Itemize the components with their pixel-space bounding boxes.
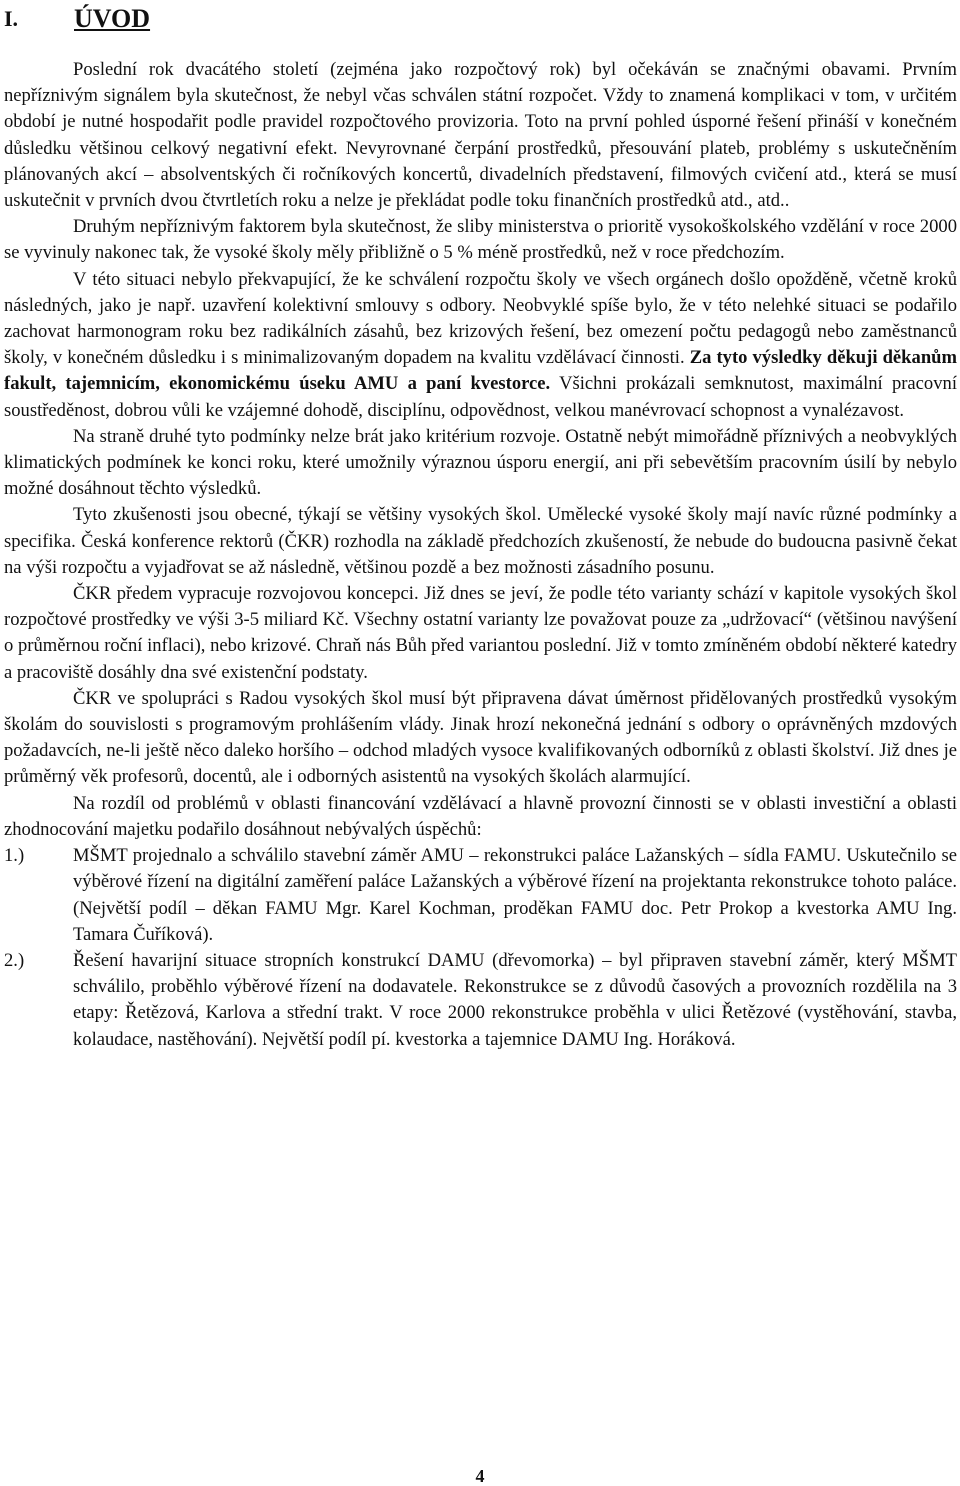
list-item: [4, 843, 957, 948]
paragraph-2: Druhým nepříznivým faktorem byla skutečnost, že sliby ministerstva o prioritě vysokoškolského vzdělání v roce 2000 se vyvinuly nakonec tak, že vysoké školy měly přibližně o 5 % méně prostředků, než v roce předchozím.: [4, 216, 957, 264]
acknowledgement-bold-text: Za tyto výsledky děkuji děkanům fakult, tajemnicím, ekonomickému úseku AMU a paní kvestorce.: [4, 347, 957, 395]
paragraph-3-text-before: V této situaci nebylo překvapující, že ke schválení rozpočtu školy ve všech orgánech došlo opožděně, včetně kroků následných, jako je např. uzavření kolektivní smlouvy s odbory. Neobvyklé spíše bylo, že v této nelehké situaci se podařilo zachovat harmonogram roku bez radikálních zásahů, bez krizových řešení, bez omezení počtu pedagogů nebo zaměstnanců školy, v konečném důsledku i s minimalizovaným dopadem na kvalitu vzdělávací činnosti.: [4, 268, 957, 369]
paragraph-4: Na straně druhé tyto podmínky nelze brát jako kritérium rozvoje. Ostatně nebýt mimořádně příznivých a neobvyklých klimatických podmínek ke konci roku, které umožnily výraznou úsporu energií, ani při sebevětším pracovním úsilí by nebylo možné dosáhnout těchto výsledků.: [4, 425, 957, 500]
paragraph-8: Na rozdíl od problémů v oblasti financování vzdělávací a hlavně provozní činnosti se v oblasti investiční a oblasti zhodnocování majetku podařilo dosáhnout nebývalých úspěchů:: [4, 792, 957, 840]
page-number: 4: [475, 1466, 485, 1486]
list-item-marker: 2.): [4, 949, 25, 971]
chapter-title: ÚVOD: [74, 4, 151, 33]
chapter-number: I.: [4, 6, 19, 31]
list-item-marker: 1.): [4, 845, 25, 867]
paragraph-5: Tyto zkušenosti jsou obecné, týkají se většiny vysokých škol. Umělecké vysoké školy mají navíc různé podmínky a specifika. Česká konference rektorů (ČKR) rozhodla na základě předchozích zkušeností, že nebude do budoucna pasivně čekat na výši rozpočtu a vyjadřovat se až následně, většinou pozdě a bez možnosti zásadního posunu.: [4, 504, 957, 578]
paragraph-6: ČKR předem vypracuje rozvojovou koncepci. Již dnes se jeví, že podle této varianty schází v kapitole vysokých škol rozpočtové prostředky ve výši 3-5 miliard Kč. Všechny ostatní varianty lze považovat pouze za „udržovací“ (většinou navýšení o průměrnou roční inflaci), nebo krizové. Chraň nás Bůh před variantou poslední. Již v tomto zmíněném období některé katedry a pracoviště dosáhly dna své existenční podstaty.: [4, 583, 957, 683]
document-body: [4, 57, 957, 1053]
list-item-text: Řešení havarijní situace stropních konstrukcí DAMU (dřevomorka) – byl připraven stavební záměr, který MŠMT schválilo, proběhlo výběrové řízení na dodavatele. Rekonstrukce se z důvodů časových a provozních rozdělila na 3 etapy: Řetězová, Karlova a střední trakt. V roce 2000 rekonstrukce proběhla v ulici Řetězové (vystěhování, stavba, kolaudace, nastěhování). Největší podíl pí. kvestorka a tajemnice DAMU Ing. Horáková.: [73, 949, 957, 1050]
paragraph-3-text-after: Všichni prokázali semknutost, maximální pracovní soustředěnost, dobrou vůli ke vzájemné dohodě, disciplínu, odpovědnost, velkou manévrovací schopnost a vynalézavost.: [4, 373, 957, 421]
paragraph-7: ČKR ve spolupráci s Radou vysokých škol musí být připravena dávat úměrnost přidělovaných prostředků vysokým školám do souvislosti s programovým prohlášením vlády. Jinak hrozí nekonečná jednání s odbory o oprávněných mzdových požadavcích, ne-li ještě něco daleko horšího – odchod mladých vysoce kvalifikovaných odborníků z oblasti školství. Již dnes je průměrný věk profesorů, docentů, ale i odborných asistentů na vysokých školách alarmující.: [4, 687, 957, 788]
chapter-heading: [4, 2, 150, 36]
paragraph-3: [4, 267, 957, 424]
paragraph-1: Poslední rok dvacátého století (zejména jako rozpočtový rok) byl očekáván se značnými obavami. Prvním nepříznivým signálem byla skutečnost, že nebyl včas schválen státní rozpočet. Vždy to znamená komplikaci v tom, v určitém období je nutné hospodařit podle pravidel rozpočtového provizoria. Toto na první pohled úsporné řešení přináší v konečném důsledku většinou celkový negativní efekt. Nevyrovnané čerpání prostředků, přesouvání plateb, problémy s uskutečněním plánovaných akcí – absolventských či ročníkových koncertů, divadelních představení, filmových cvičení atd., která se musí uskutečnit v prvních dvou čtvrtletích roku a nelze je překládat podle toku finančních prostředků atd., atd..: [4, 59, 957, 212]
list-item-text: MŠMT projednalo a schválilo stavební záměr AMU – rekonstrukci paláce Lažanských – sídla FAMU. Uskutečnilo se výběrové řízení na digitální zaměření paláce Lažanských a výběrové řízení na projektanta rekonstrukce tohoto paláce. (Největší podíl – děkan FAMU Mgr. Karel Kochman, proděkan FAMU doc. Petr Prokop a kvestorka AMU Ing. Tamara Čuříková).: [73, 845, 957, 945]
list-item: [4, 948, 957, 1053]
